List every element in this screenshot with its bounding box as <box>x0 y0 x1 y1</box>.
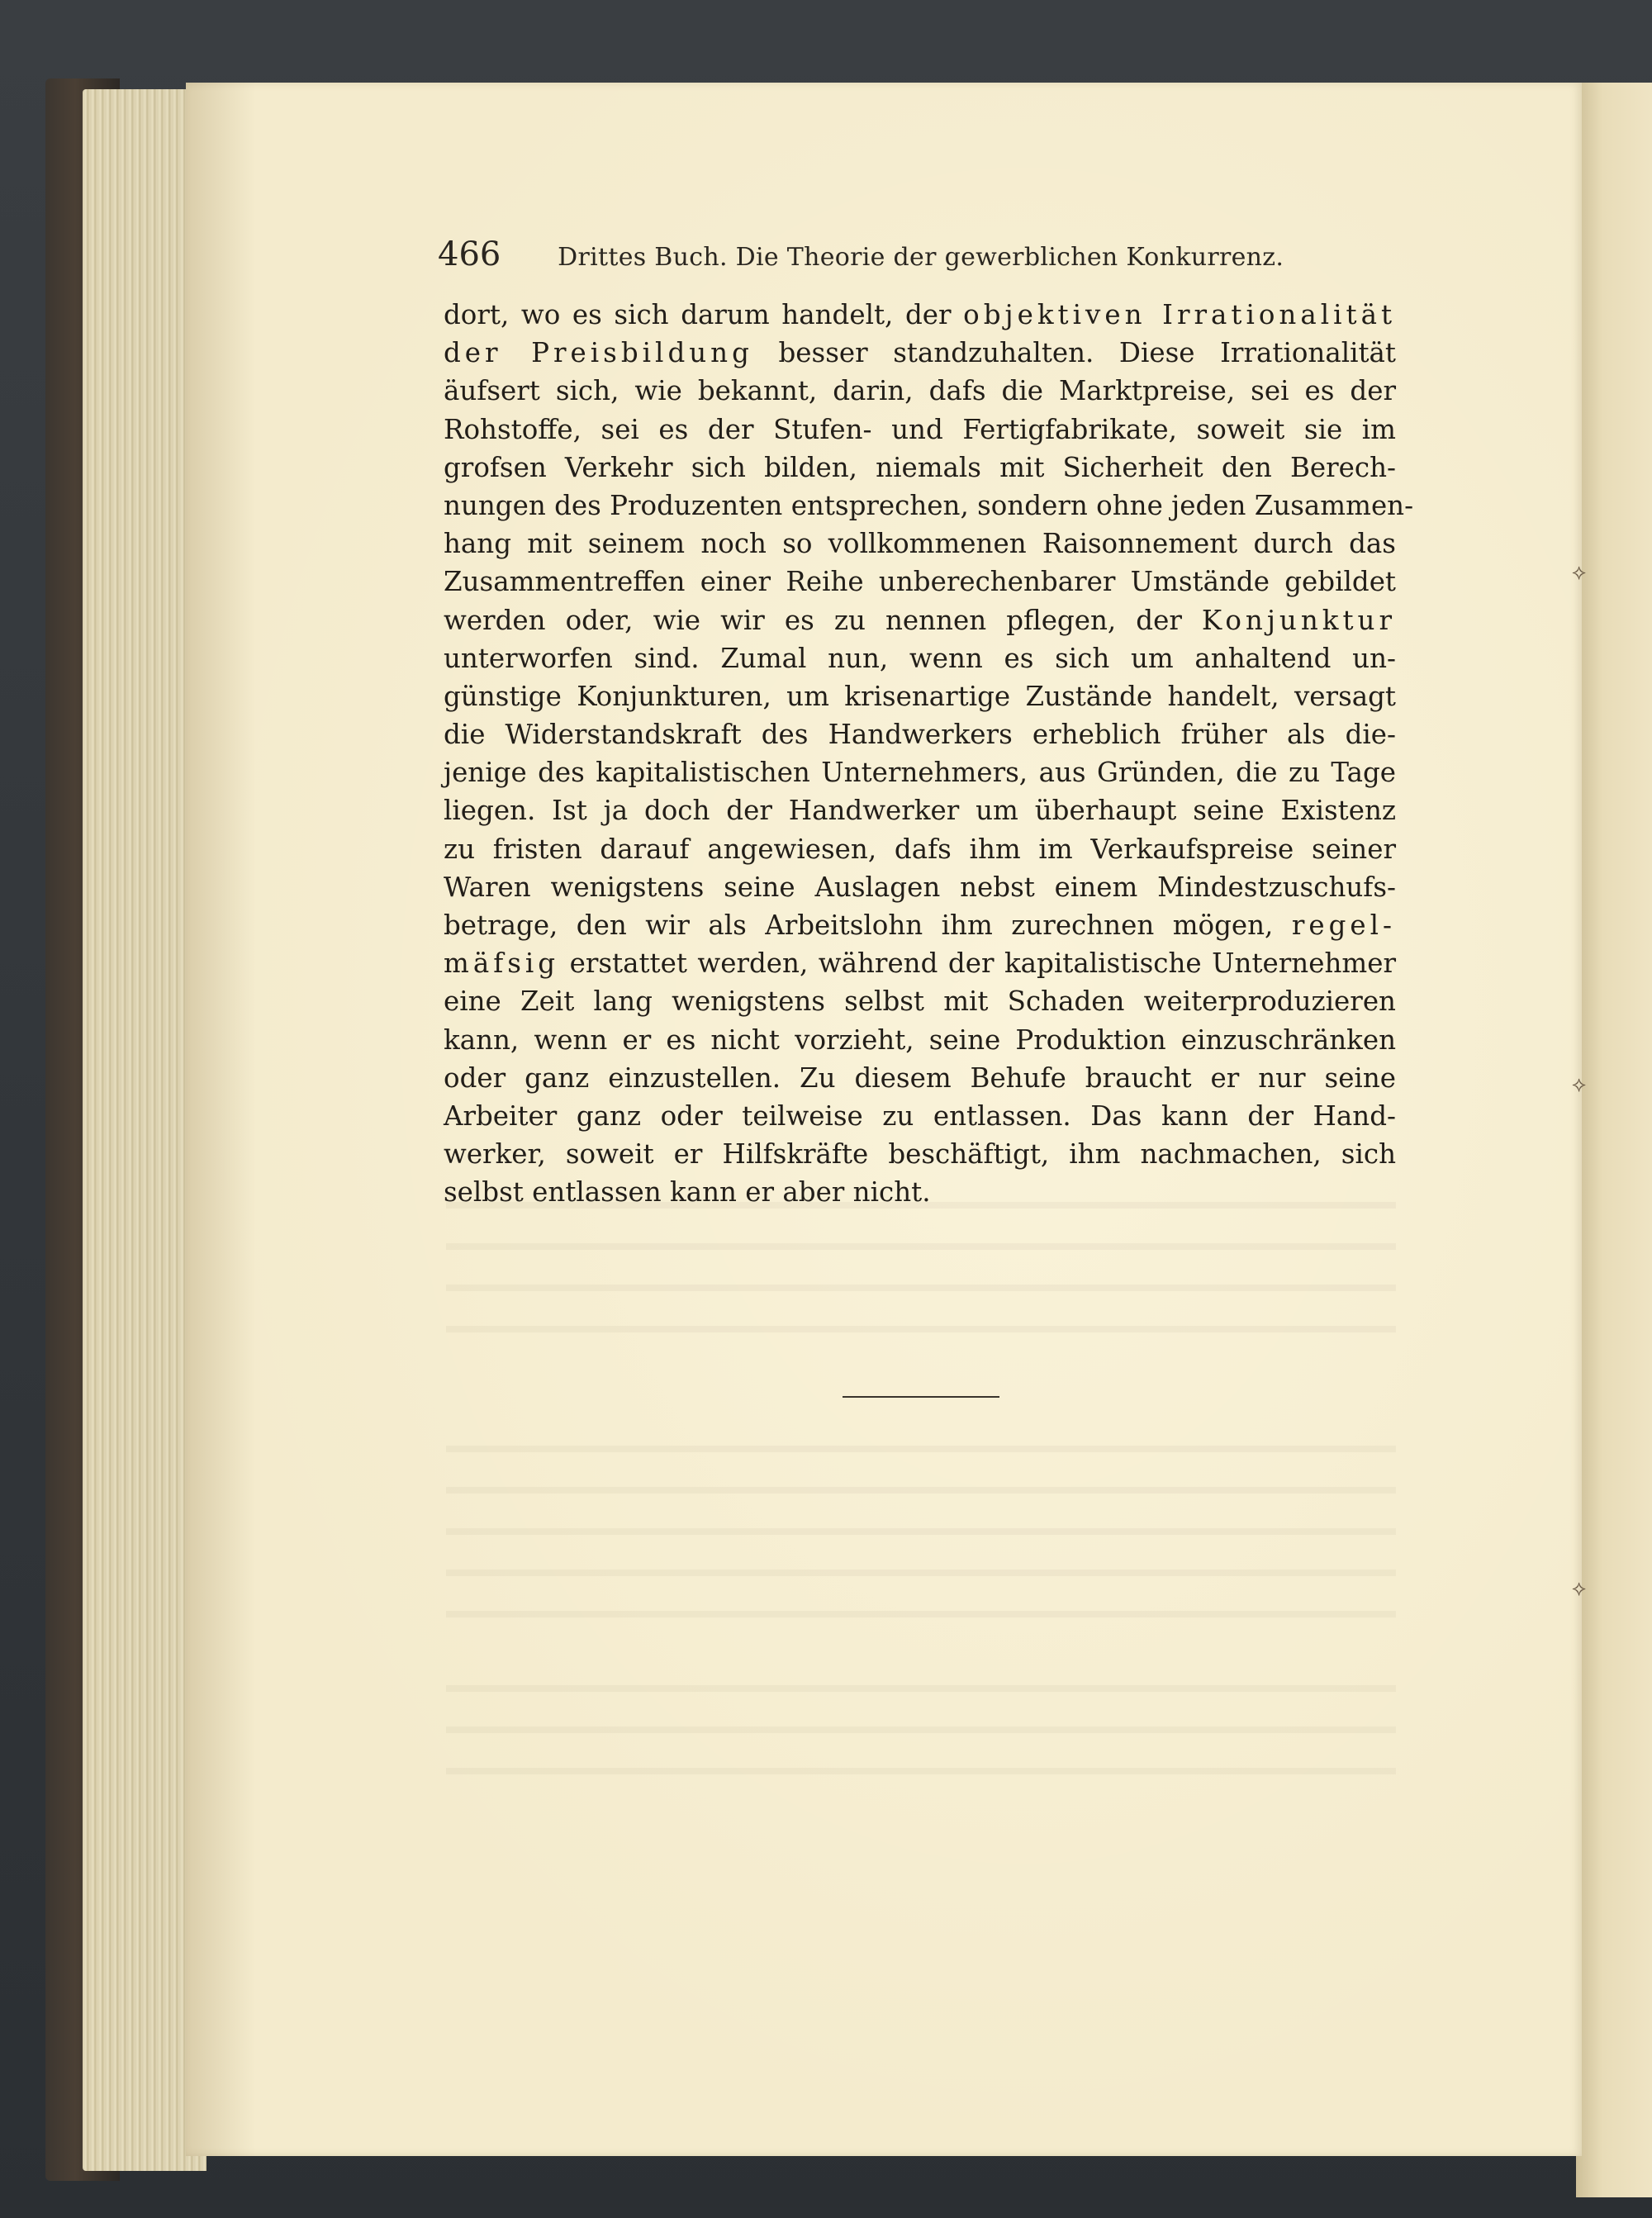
show-through-shadow <box>446 1611 1396 1617</box>
text-line: die Widerstandskraft des Handwerkers erheblich früher als die- <box>444 719 1396 751</box>
text-line: hang mit seinem noch so vollkommenen Raisonnement durch das <box>444 528 1396 560</box>
show-through-shadow <box>446 1768 1396 1774</box>
text-line: zu fristen darauf angewiesen, dafs ihm im Verkaufspreise seiner <box>444 833 1396 865</box>
show-through-shadow <box>446 1685 1396 1692</box>
show-through-shadow <box>446 1285 1396 1291</box>
text-line: mäfsig erstattet werden, während der kapitalistische Unternehmer <box>444 948 1396 980</box>
show-through-shadow <box>446 1243 1396 1250</box>
text-line: dort, wo es sich darum handelt, der objektiven Irrationalität <box>444 299 1397 330</box>
page-number: 466 <box>438 235 501 273</box>
text-line: liegen. Ist ja doch der Handwerker um überhaupt seine Existenz <box>444 795 1396 827</box>
text-line: grofsen Verkehr sich bilden, niemals mit Sicherheit den Berech- <box>444 451 1396 483</box>
facing-page-gutter <box>1576 83 1652 2197</box>
text-line: Arbeiter ganz oder teilweise zu entlassen. Das kann der Hand- <box>444 1100 1396 1132</box>
text-line: werker, soweit er Hilfskräfte beschäftigt, ihm nachmachen, sich <box>444 1138 1396 1171</box>
text-line: der Preisbildung besser standzuhalten. Diese Irrationalität <box>444 337 1396 369</box>
show-through-shadow <box>446 1570 1396 1576</box>
text-line: eine Zeit lang wenigstens selbst mit Schaden weiterproduzieren <box>444 986 1396 1018</box>
text-line: jenige des kapitalistischen Unternehmers, aus Gründen, die zu Tage <box>444 757 1396 789</box>
text-line: Zusammentreffen einer Reihe unberechenbarer Umstände gebildet <box>444 566 1396 598</box>
running-title: Drittes Buch. Die Theorie der gewerblichen Konkurrenz. <box>558 243 1284 272</box>
binding-thread-mark-icon: ⟡ <box>1572 1072 1587 1097</box>
text-line: selbst entlassen kann er aber nicht. <box>444 1176 931 1209</box>
text-line: werden oder, wie wir es zu nennen pflegen, der Konjunktur <box>444 604 1396 636</box>
text-line: äufsert sich, wie bekannt, darin, dafs die Marktpreise, sei es der <box>444 375 1396 407</box>
text-line: kann, wenn er es nicht vorzieht, seine Produktion einzuschränken <box>444 1024 1396 1056</box>
show-through-shadow <box>446 1326 1396 1332</box>
text-line: oder ganz einzustellen. Zu diesem Behufe braucht er nur seine <box>444 1062 1396 1094</box>
show-through-shadow <box>446 1487 1396 1494</box>
show-through-shadow <box>446 1528 1396 1535</box>
body-paragraph <box>444 296 1414 1212</box>
running-head <box>438 235 1396 273</box>
text-line: Waren wenigstens seine Auslagen nebst einem Mindestzuschufs- <box>444 871 1396 903</box>
show-through-shadow <box>446 1202 1396 1209</box>
show-through-shadow <box>446 1446 1396 1452</box>
text-line: nungen des Produzenten entsprechen, sondern ohne jeden Zusammen- <box>444 489 1414 521</box>
binding-thread-mark-icon: ⟡ <box>1572 1576 1587 1601</box>
show-through-shadow <box>446 1726 1396 1733</box>
text-line: günstige Konjunkturen, um krisenartige Zustände handelt, versagt <box>444 680 1396 712</box>
text-line: Rohstoffe, sei es der Stufen- und Fertigfabrikate, soweit sie im <box>444 413 1396 445</box>
binding-thread-mark-icon: ⟡ <box>1572 560 1587 585</box>
text-line: betrage, den wir als Arbeitslohn ihm zurechnen mögen, regel- <box>444 910 1396 941</box>
section-end-rule <box>843 1396 999 1398</box>
text-line: unterworfen sind. Zumal nun, wenn es sich um anhaltend un- <box>444 642 1396 674</box>
